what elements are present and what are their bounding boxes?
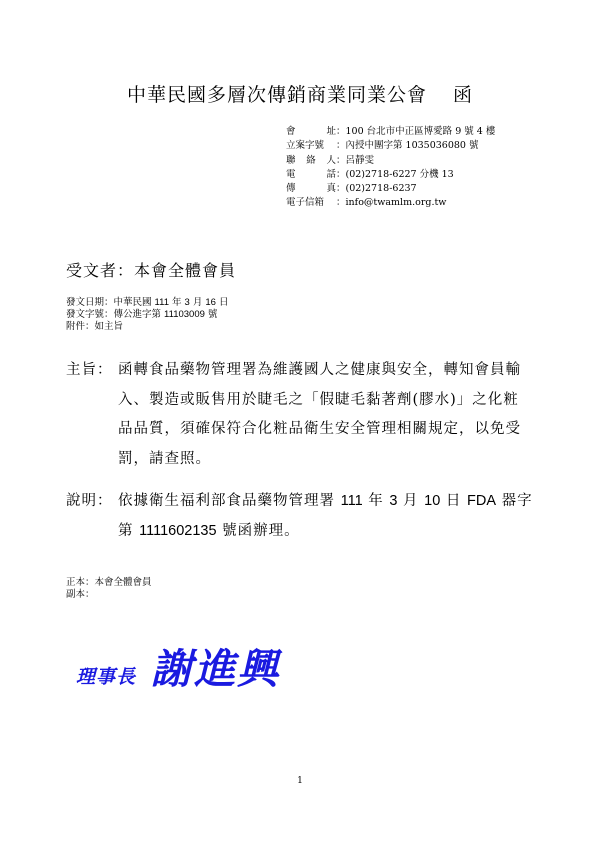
recipient-line — [66, 258, 236, 281]
email-value: info@twamlm.org.tw — [345, 197, 447, 209]
subject-section — [66, 356, 546, 474]
contact-value: 呂靜雯 — [345, 154, 375, 166]
recipient-label: 受文者： — [66, 261, 135, 280]
fax-value: (02)2718-6237 — [345, 183, 417, 195]
subject-body — [118, 356, 546, 474]
fax-label: 傳 真 — [286, 183, 336, 195]
sender-info-fax: 傳 真 ： (02)2718-6237 — [286, 182, 495, 196]
sender-info-contact: 聯 絡 人 ： 呂靜雯 — [286, 154, 495, 168]
sender-info-registration: 立案字號 ： 內授中團字第 1035036080 號 — [286, 139, 495, 153]
sender-info-address: 會 址 ： 100 台北市中正區博愛路 9 號 4 樓 — [286, 125, 495, 139]
sender-info-block — [286, 125, 495, 211]
explanation-line: 第 1111602135 號函辦理。 — [118, 522, 300, 539]
phone-value: (02)2718-6227 分機 13 — [345, 168, 454, 180]
subject-line: 罰，請查照。 — [118, 450, 211, 467]
subject-label: 主旨： — [66, 362, 113, 378]
address-label: 會 址 — [286, 126, 336, 137]
contact-label: 聯 絡 人 — [286, 154, 336, 166]
page-number: 1 — [297, 776, 303, 786]
registration-label: 立案字號 — [286, 140, 325, 152]
document-title — [0, 80, 600, 107]
main-copy-line: 正本：本會全體會員 — [66, 577, 152, 588]
explanation-body — [118, 487, 546, 546]
explanation-section — [66, 487, 546, 546]
registration-value: 內授中團字第 1035036080 號 — [345, 140, 479, 152]
copies-block — [66, 577, 152, 601]
recipient-value: 本會全體會員 — [134, 261, 237, 280]
subject-line: 函轉食品藥物管理署為維護國人之健康與安全，轉知會員輸 — [118, 362, 521, 378]
sender-info-phone: 電 話 ： (02)2718-6227 分機 13 — [286, 168, 495, 182]
document-type: 函 — [453, 84, 474, 106]
subject-line: 入、製造或販售用於睫毛之「假睫毛黏著劑(膠水)」之化粧 — [118, 391, 519, 408]
dispatch-meta — [66, 297, 229, 334]
sender-info-email: 電子信箱 ： info@twamlm.org.tw — [286, 196, 495, 210]
attachment-line: 附件：如主旨 — [66, 321, 124, 333]
subject-line: 品品質，須確保符合化粧品衛生安全管理相關規定，以免受 — [118, 421, 521, 437]
phone-label: 電 話 — [286, 168, 336, 180]
email-label: 電子信箱 — [286, 197, 325, 209]
signature-name: 謝進興 — [151, 645, 280, 693]
explanation-label: 說明： — [66, 493, 113, 509]
dispatch-date: 發文日期：中華民國 111 年 3 月 16 日 — [66, 297, 229, 308]
explanation-line: 依據衛生福利部食品藥物管理署 111 年 3 月 10 日 FDA 器字 — [118, 493, 533, 509]
cc-line: 副本： — [66, 589, 95, 601]
dispatch-number: 發文字號：傳公進字第 11103009 號 — [66, 309, 218, 321]
organization-name: 中華民國多層次傳銷商業同業公會 — [126, 84, 427, 106]
signature-title: 理事長 — [76, 666, 137, 688]
address-value: 100 台北市中正區博愛路 9 號 4 樓 — [345, 126, 496, 137]
